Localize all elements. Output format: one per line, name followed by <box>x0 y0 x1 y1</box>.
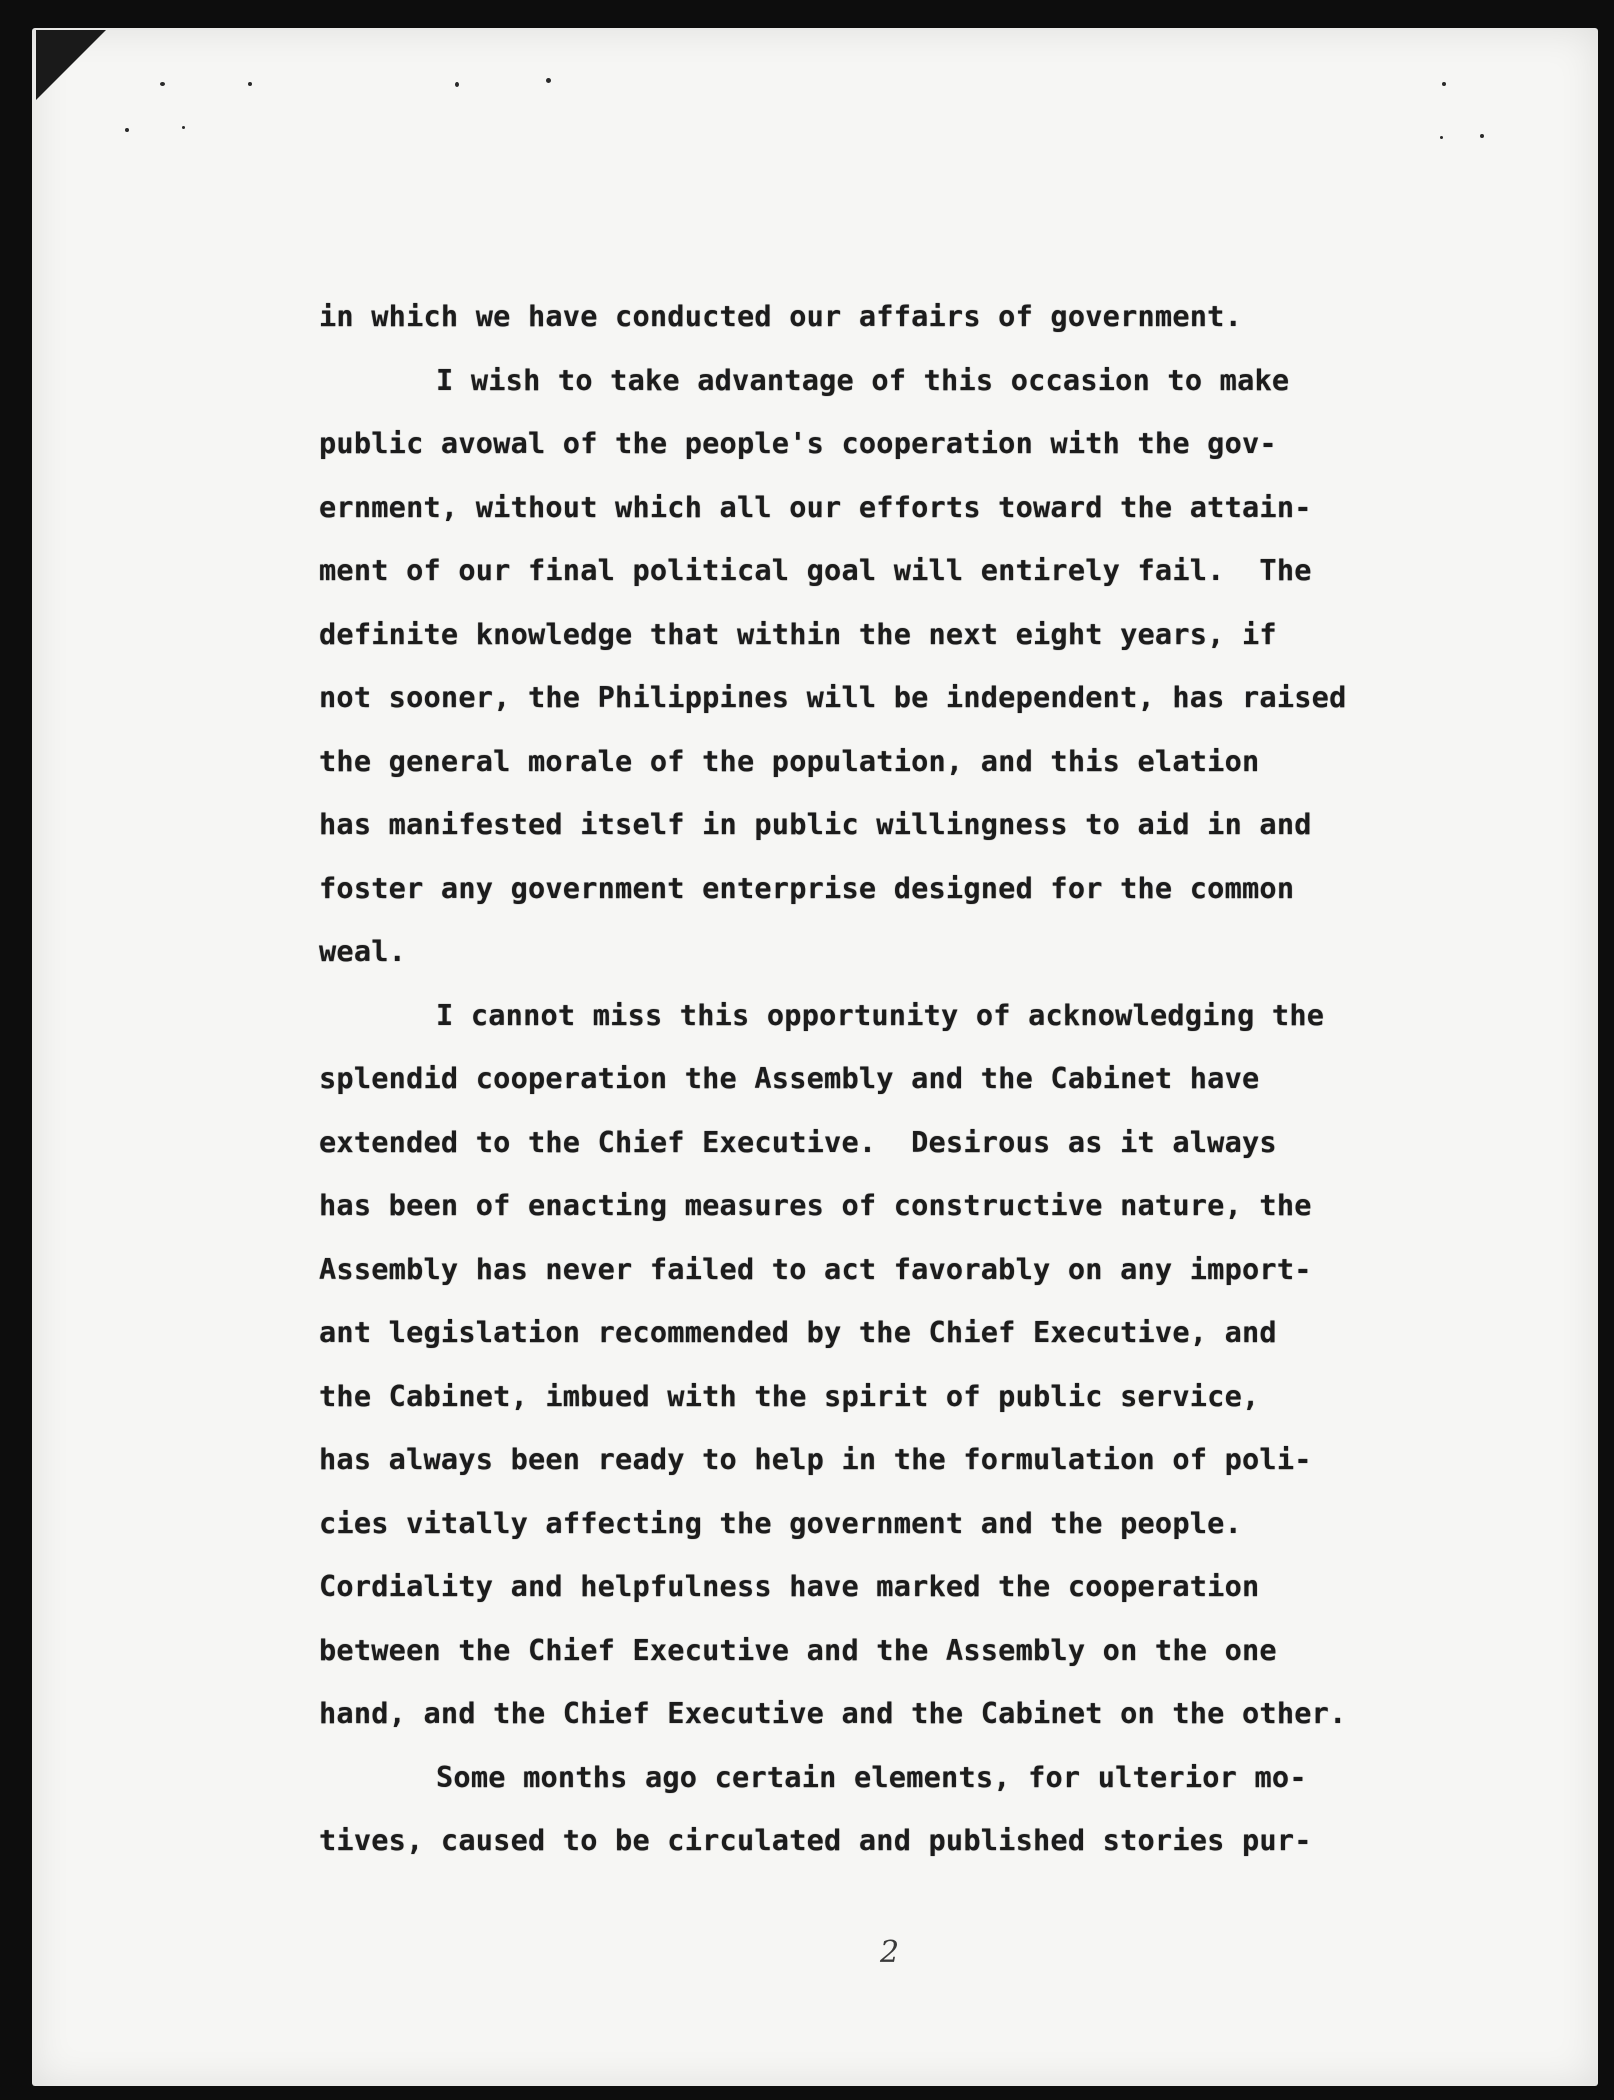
scan-speck <box>1442 82 1446 86</box>
text-line: extended to the Chief Executive. Desirous as it always <box>319 1124 1277 1159</box>
text-line: not sooner, the Philippines will be independent, has raised <box>319 680 1347 714</box>
scan-speck <box>125 128 129 132</box>
text-line: definite knowledge that within the next eight years, if <box>319 616 1277 651</box>
text-line: Assembly has never failed to act favorably on any import- <box>319 1251 1312 1286</box>
folded-corner <box>36 30 106 100</box>
text-line: I cannot miss this opportunity of acknowledging the <box>436 997 1325 1032</box>
text-line: between the Chief Executive and the Assembly on the one <box>319 1632 1277 1667</box>
text-line: the general morale of the population, and this elation <box>319 743 1260 778</box>
document-body <box>319 285 1479 1873</box>
scan-speck <box>248 82 252 86</box>
text-line: I wish to take advantage of this occasion to make <box>436 362 1290 397</box>
scan-speck <box>160 82 165 86</box>
text-line: has been of enacting measures of constructive nature, the <box>319 1188 1312 1222</box>
scan-speck <box>182 126 185 129</box>
text-line: tives, caused to be circulated and published stories pur- <box>319 1823 1312 1857</box>
text-line: ernment, without which all our efforts toward the attain- <box>319 489 1312 524</box>
text-line: weal. <box>319 934 407 968</box>
text-line: splendid cooperation the Assembly and the Cabinet have <box>319 1061 1260 1095</box>
text-line: cies vitally affecting the government and the people. <box>319 1505 1242 1540</box>
text-line: in which we have conducted our affairs of government. <box>319 299 1242 333</box>
text-line: ant legislation recommended by the Chief Executive, and <box>319 1315 1277 1349</box>
page-number: 2 <box>880 1935 900 1970</box>
text-line: ment of our final political goal will entirely fail. The <box>319 553 1312 587</box>
text-line: has manifested itself in public willingness to aid in and <box>319 807 1312 841</box>
text-line: hand, and the Chief Executive and the Cabinet on the other. <box>319 1696 1347 1730</box>
text-line: the Cabinet, imbued with the spirit of public service, <box>319 1378 1260 1413</box>
text-line: Cordiality and helpfulness have marked the cooperation <box>319 1569 1260 1603</box>
scan-speck <box>1480 134 1484 138</box>
text-line: has always been ready to help in the formulation of poli- <box>319 1442 1312 1476</box>
scan-speck <box>546 78 551 83</box>
text-line: public avowal of the people's cooperation with the gov- <box>319 426 1277 460</box>
scan-speck <box>1440 136 1443 139</box>
scan-speck <box>455 82 459 87</box>
text-line: Some months ago certain elements, for ulterior mo- <box>436 1759 1307 1794</box>
text-line: foster any government enterprise designed for the common <box>319 870 1295 905</box>
